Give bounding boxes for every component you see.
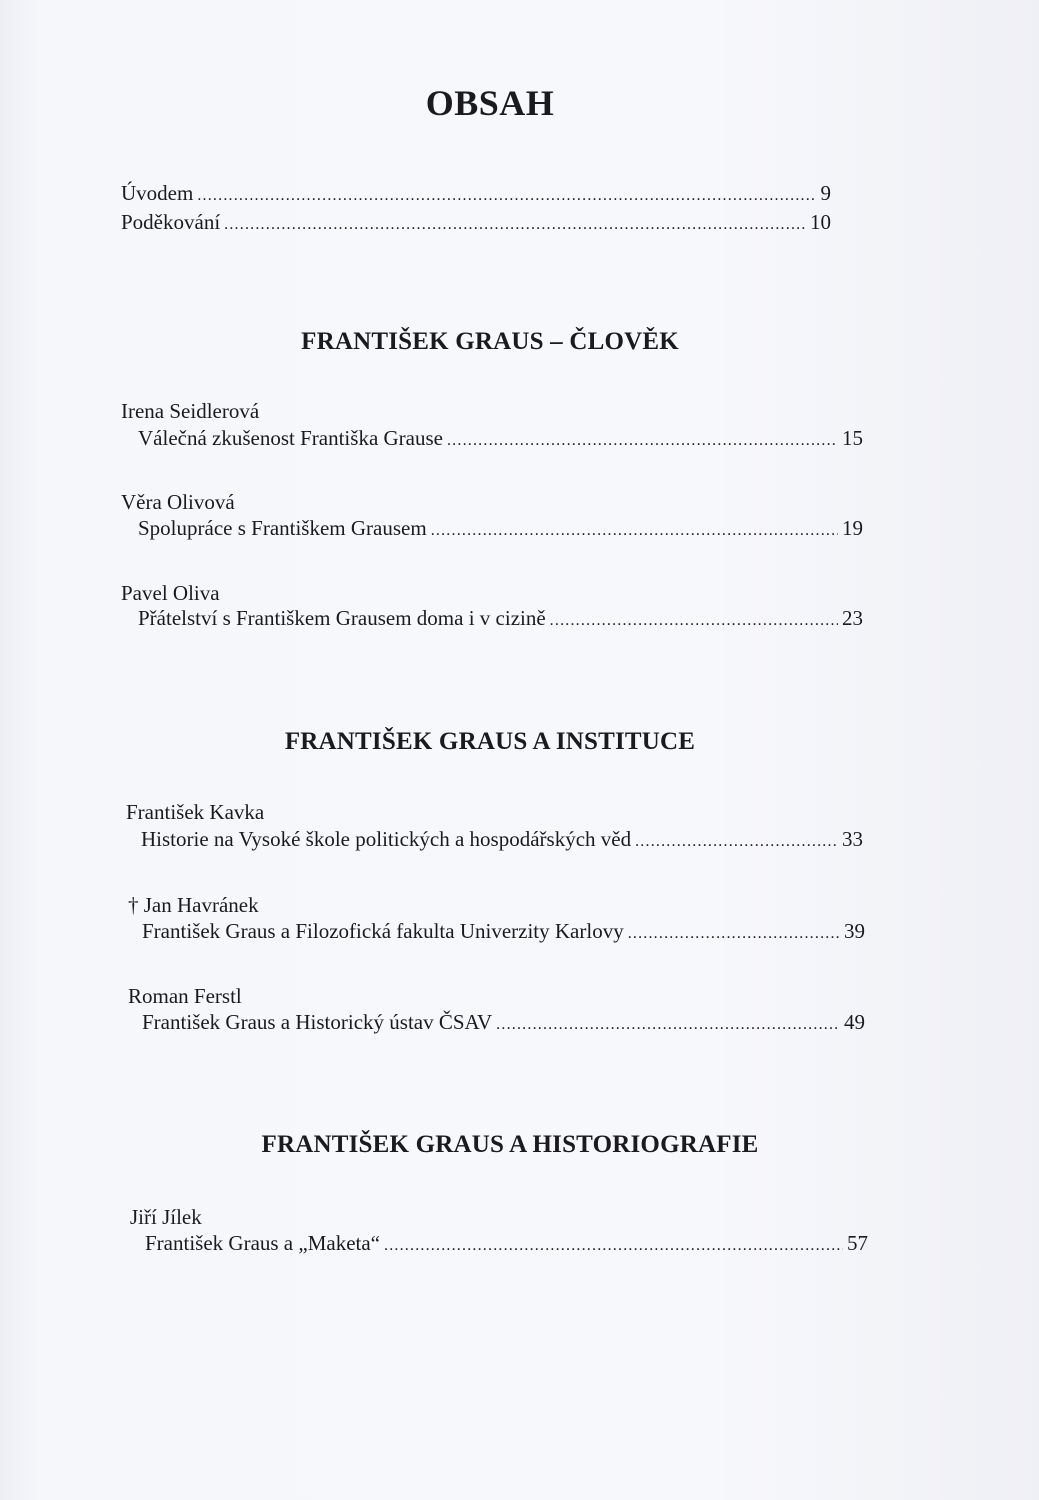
section-title: FRANTIŠEK GRAUS A HISTORIOGRAFIE [261,1131,759,1158]
toc-entry-page: 9 [820,181,831,205]
toc-entry-intro [121,180,831,209]
dot-leader [550,608,838,634]
toc-entry [138,515,863,544]
entry-article: František Graus a Filozofická fakulta Univerzity Karlovy [142,919,624,943]
toc-title: OBSAH [425,83,555,123]
dot-leader [197,183,816,209]
entry-page: 39 [844,919,865,943]
entry-page: 57 [847,1231,868,1255]
entry-page: 15 [842,426,863,450]
section-title: FRANTIŠEK GRAUS A INSTITUCE [284,728,696,755]
dot-leader [447,428,838,454]
entry-article: František Graus a „Maketa“ [145,1231,380,1255]
toc-entry-acknowledgements [121,209,831,238]
entry-author: † Jan Havránek [128,893,259,917]
dot-leader [635,829,838,855]
entry-page: 49 [844,1010,865,1034]
section-title: FRANTIŠEK GRAUS – ČLOVĚK [301,328,679,355]
entry-author: Pavel Oliva [121,581,220,605]
entry-article: Přátelství s Františkem Grausem doma i v cizině [138,606,546,630]
toc-entry-label: Úvodem [121,181,194,205]
entry-author: Jiří Jílek [130,1205,202,1229]
dot-leader [384,1233,843,1259]
dot-leader [224,212,806,238]
entry-author: František Kavka [126,800,265,824]
entry-page: 23 [842,606,863,630]
entry-author: Roman Ferstl [128,984,242,1008]
toc-entry-label: Poděkování [121,210,221,234]
toc-entry [138,425,863,454]
toc-entry [142,1009,865,1038]
entry-page: 33 [842,827,863,851]
toc-entry [145,1230,868,1259]
entry-page: 19 [842,516,863,540]
dot-leader [431,518,838,544]
toc-entry-page: 10 [810,210,831,234]
entry-article: Válečná zkušenost Františka Grause [138,426,443,450]
entry-author: Irena Seidlerová [121,399,260,423]
entry-article: František Graus a Historický ústav ČSAV [142,1010,493,1034]
dot-leader [628,921,840,947]
entry-article: Historie na Vysoké škole politických a hospodářských věd [141,827,632,851]
entry-author: Věra Olivová [121,490,235,514]
entry-article: Spolupráce s Františkem Grausem [138,516,427,540]
dot-leader [496,1012,840,1038]
toc-entry [142,918,865,947]
toc-entry [138,605,863,634]
toc-entry [141,826,863,855]
